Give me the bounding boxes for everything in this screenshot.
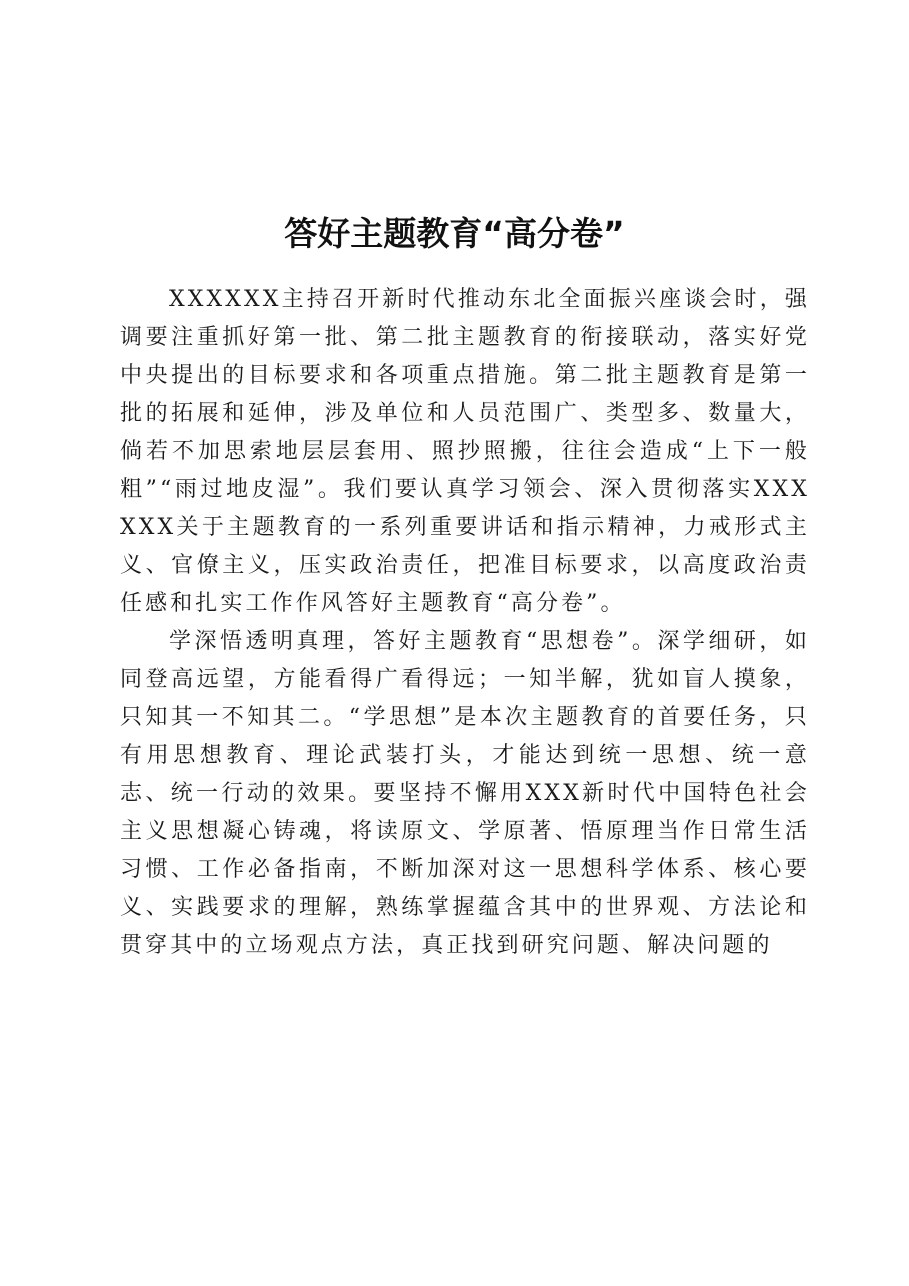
document-title: 答好主题教育“高分卷” [284, 214, 625, 254]
document-body [120, 281, 810, 965]
body-paragraph-2: 学深悟透明真理，答好主题教育“思想卷”。深学细研，如同登高远望，方能看得广看得远；一知半解，犹如盲人摸象，只知其一不知其二。“学思想”是本次主题教育的首要任务，只有用思想教育、理论武装打头，才能达到统一思想、统一意志、统一行动的效果。要坚持不懈用XXX新时代中国特色社会主义思想凝心铸魂，将读原文、学原著、悟原理当作日常生活习惯、工作必备指南，不断加深对这一思想科学体系、核心要义、实践要求的理解，熟练掌握蕴含其中的世界观、方法论和贯穿其中的立场观点方法，真正找到研究问题、解决问题的 [120, 629, 810, 958]
body-paragraph-1: XXXXXX主持召开新时代推动东北全面振兴座谈会时，强调要注重抓好第一批、第二批主题教育的衔接联动，落实好党中央提出的目标要求和各项重点措施。第二批主题教育是第一批的拓展和延伸，涉及单位和人员范围广、类型多、数量大，倘若不加思索地层层套用、照抄照搬，往往会造成“上下一般粗”“雨过地皮湿”。我们要认真学习领会、深入贯彻落实XXXXXX关于主题教育的一系列重要讲话和指示精神，力戒形式主义、官僚主义，压实政治责任，把准目标要求，以高度政治责任感和扎实工作作风答好主题教育“高分卷”。 [120, 287, 810, 616]
